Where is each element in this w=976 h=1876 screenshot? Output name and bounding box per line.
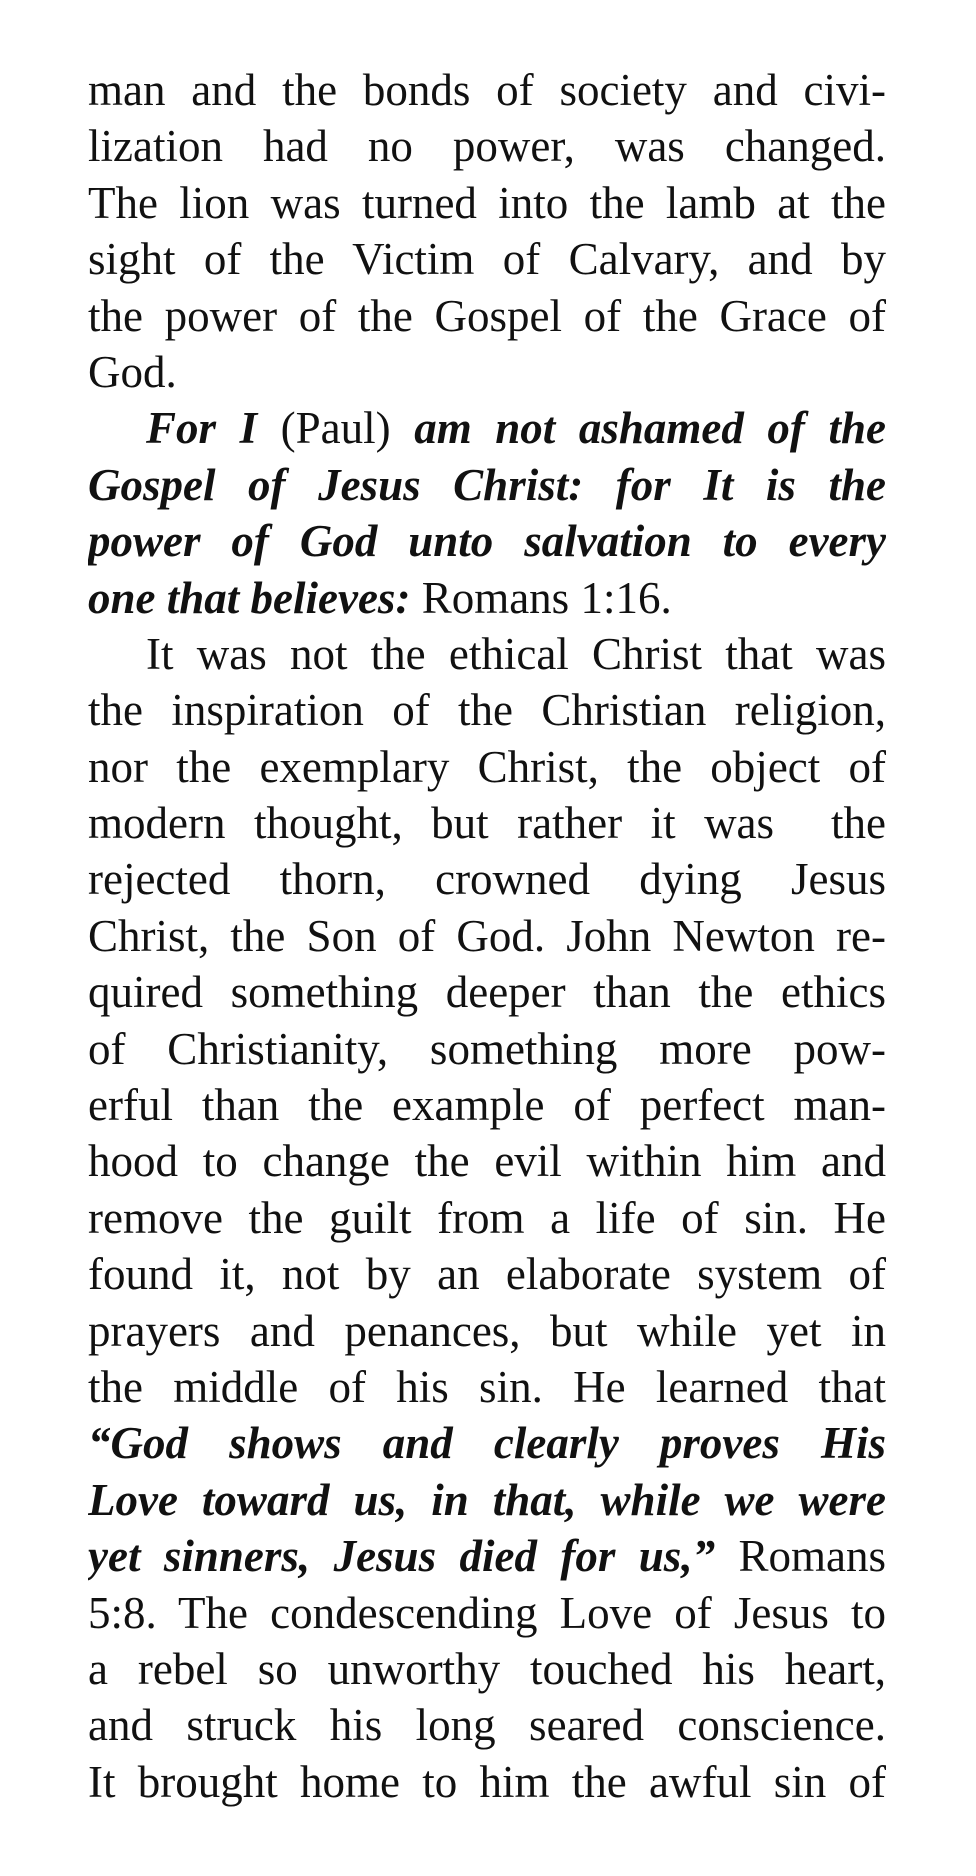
text-run: 5:8. The condescending Love of Jesus to: [88, 1587, 886, 1638]
emphasized-text-run: Gospel of Jesus Christ: for It is the: [88, 459, 886, 510]
text-line: [88, 457, 886, 513]
text-run: (Paul): [257, 403, 415, 454]
text-line: [88, 1246, 886, 1302]
paragraph-2-scripture-quote: [88, 400, 886, 626]
text-line: [88, 1021, 886, 1077]
text-line: [88, 62, 886, 118]
text-line: [88, 1359, 886, 1415]
text-line: [88, 739, 886, 795]
text-line: [88, 1190, 886, 1246]
text-run: quired something deeper than the ethics: [88, 967, 886, 1018]
text-line: [88, 400, 886, 456]
text-run: nor the exemplary Christ, the object of: [88, 741, 886, 792]
text-run: prayers and penances, but while yet in: [88, 1305, 886, 1356]
text-run: It was not the ethical Christ that was: [146, 628, 886, 679]
text-line: [88, 175, 886, 231]
text-run: Christ, the Son of God. John Newton re-: [88, 910, 886, 961]
text-run: the middle of his sin. He learned that: [88, 1361, 886, 1412]
text-run: hood to change the evil within him and: [88, 1136, 886, 1187]
emphasized-text-run: power of God unto salvation to every: [88, 516, 886, 567]
text-line: [88, 1641, 886, 1697]
text-line: [88, 231, 886, 287]
text-run: of Christianity, something more pow-: [88, 1023, 886, 1074]
text-line: [88, 1754, 886, 1810]
emphasized-text-run: For I: [146, 403, 258, 454]
text-run: modern thought, but rather it was the: [88, 798, 886, 849]
text-line: [88, 1303, 886, 1359]
text-line: [88, 682, 886, 738]
text-line: [88, 570, 886, 626]
text-run: remove the guilt from a life of sin. He: [88, 1192, 886, 1243]
text-run: sight of the Victim of Calvary, and by: [88, 234, 886, 285]
scripture-reference: Romans 1:16.: [410, 572, 672, 623]
text-run: a rebel so unworthy touched his heart,: [88, 1643, 886, 1694]
text-run: the inspiration of the Christian religion,: [88, 685, 886, 736]
text-line: [88, 344, 886, 400]
text-line: [88, 1697, 886, 1753]
text-run: lization had no power, was changed.: [88, 121, 886, 172]
text-line: [88, 795, 886, 851]
text-line: [88, 1528, 886, 1584]
text-line: [88, 908, 886, 964]
text-run: and struck his long seared conscience.: [88, 1700, 886, 1751]
emphasized-text-run: am not ashamed of the: [414, 403, 886, 454]
text-line: [88, 626, 886, 682]
paragraph-1: [88, 62, 886, 400]
text-line: [88, 1077, 886, 1133]
text-line: [88, 964, 886, 1020]
emphasized-text-run: “God shows and clearly proves His: [88, 1418, 886, 1469]
text-line: [88, 288, 886, 344]
text-line: [88, 118, 886, 174]
emphasized-text-run: yet sinners, Jesus died for us,”: [88, 1531, 716, 1582]
text-line: [88, 1415, 886, 1471]
text-run: erful than the example of perfect man-: [88, 1080, 886, 1131]
scripture-reference: Romans: [715, 1531, 886, 1582]
text-line: [88, 1585, 886, 1641]
text-run: found it, not by an elaborate system of: [88, 1249, 886, 1300]
text-run: It brought home to him the awful sin of: [88, 1756, 886, 1807]
text-line: [88, 1133, 886, 1189]
text-line: [88, 851, 886, 907]
document-page: [88, 62, 886, 1810]
text-run: God.: [88, 346, 177, 397]
text-line: [88, 1472, 886, 1528]
paragraph-3: [88, 626, 886, 1810]
text-run: man and the bonds of society and civi-: [88, 65, 886, 115]
text-run: The lion was turned into the lamb at the: [88, 177, 886, 228]
emphasized-text-run: Love toward us, in that, while we were: [88, 1474, 886, 1525]
text-line: [88, 513, 886, 569]
text-run: the power of the Gospel of the Grace of: [88, 290, 886, 341]
emphasized-text-run: one that believes:: [88, 572, 411, 623]
text-run: rejected thorn, crowned dying Jesus: [88, 854, 886, 905]
